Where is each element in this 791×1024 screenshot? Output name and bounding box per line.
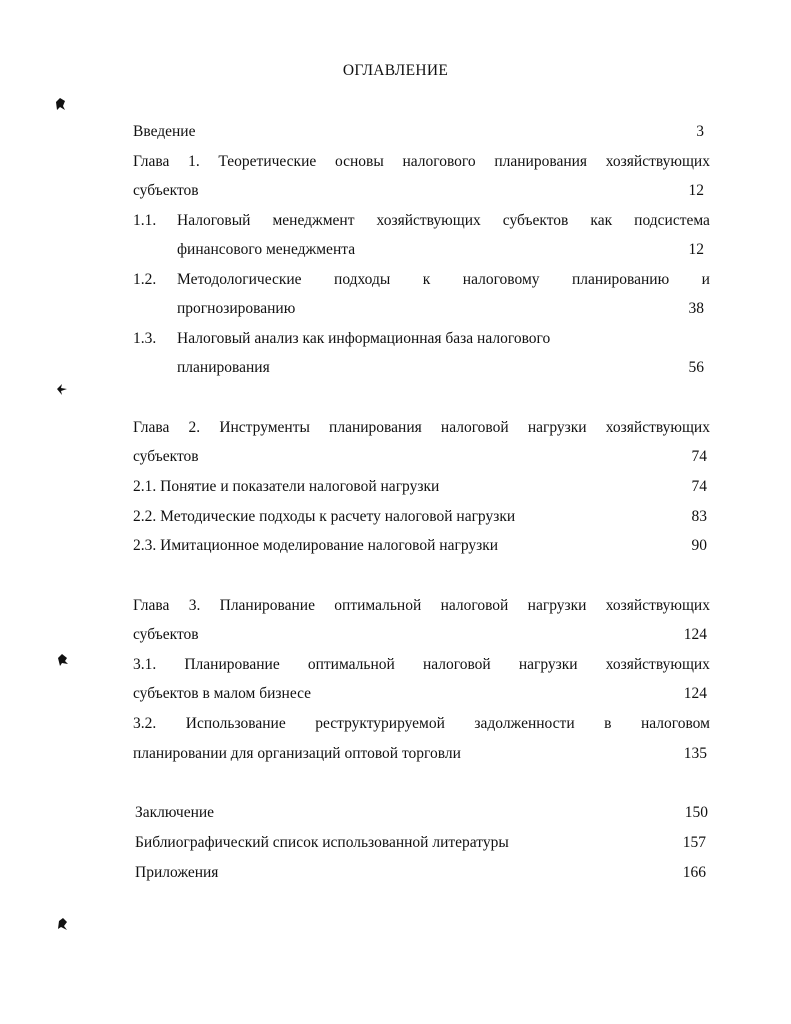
page-number: 74 [691, 478, 707, 495]
word: хозяйствующих [605, 656, 710, 673]
word: Глава [133, 153, 170, 170]
page-number: 56 [688, 359, 704, 376]
toc-entry-2-2 [133, 507, 710, 527]
entry-text: финансового менеджмента [177, 241, 356, 258]
word: хозяйствующих [605, 419, 710, 436]
word: нагрузки [527, 419, 587, 436]
page-number: 12 [688, 182, 704, 199]
toc-entry-chapter-1-cont [133, 181, 710, 201]
margin-mark-icon [57, 654, 68, 667]
page-number: 38 [688, 300, 704, 317]
page-title: ОГЛАВЛЕНИЕ [342, 62, 449, 79]
word: нагрузки [518, 656, 578, 673]
toc-entry-conclusion [135, 803, 708, 823]
entry-text: субъектов [133, 448, 199, 465]
word: налоговому [462, 271, 540, 288]
toc-entry-1-1 [177, 211, 710, 231]
word: налоговой [440, 419, 509, 436]
page-number: 83 [691, 508, 707, 525]
toc-entry-intro [133, 122, 710, 142]
word: 2. [188, 419, 201, 436]
word: налоговой [440, 597, 509, 614]
word: и [701, 271, 710, 288]
word: хозяйствующих [605, 153, 710, 170]
page-number: 124 [683, 685, 707, 702]
toc-entry-3-1-cont [133, 684, 710, 704]
toc-entry-1-3-cont [177, 358, 710, 378]
word: Глава [133, 419, 170, 436]
entry-text: Введение [133, 123, 196, 140]
page-number: 124 [683, 626, 707, 643]
section-number: 1.2. [133, 271, 157, 288]
entry-text: субъектов [133, 182, 199, 199]
entry-text: 2.2. Методические подходы к расчету налоговой нагрузки [133, 508, 516, 525]
entry-text: прогнозированию [177, 300, 296, 317]
margin-mark-icon [56, 383, 67, 396]
entry-text: Заключение [135, 804, 215, 821]
word: Планирование [184, 656, 280, 673]
word: Глава [133, 597, 170, 614]
toc-entry-appendices [135, 863, 708, 883]
word: налоговом [640, 715, 710, 732]
word: 3.1. [133, 656, 157, 673]
word: 3.2. [133, 715, 157, 732]
word: планирования [329, 419, 422, 436]
word: 1. [188, 153, 200, 170]
word: менеджмент [272, 212, 355, 229]
page-number: 157 [682, 834, 706, 851]
margin-mark-icon [57, 918, 68, 931]
page-number: 90 [691, 537, 707, 554]
entry-text: планировании для организаций оптовой торговли [133, 745, 461, 762]
entry-text: планирования [177, 359, 270, 376]
word: Инструменты [219, 419, 310, 436]
toc-entry-3-1 [133, 655, 710, 675]
word: оптимальной [307, 656, 395, 673]
word: налоговой [422, 656, 491, 673]
entry-text: Библиографический список использованной литературы [135, 834, 509, 851]
word: Планирование [219, 597, 315, 614]
toc-entry-2-1 [133, 477, 710, 497]
page-number: 166 [682, 864, 706, 881]
word: Теоретические [218, 153, 317, 170]
page-number: 12 [688, 241, 704, 258]
word: хозяйствующих [376, 212, 481, 229]
toc-entry-chapter-2 [133, 418, 710, 438]
toc-entry-3-2-cont [133, 744, 710, 764]
toc-entry-3-2 [133, 714, 710, 734]
word: планированию [572, 271, 670, 288]
entry-text: Приложения [135, 864, 219, 881]
word: подсистема [634, 212, 710, 229]
entry-text: Налоговый анализ как информационная база налогового [177, 330, 551, 347]
toc-entry-1-2 [177, 270, 710, 290]
toc-entry-chapter-3 [133, 596, 710, 616]
word: основы [334, 153, 384, 170]
toc-entry-1-2-cont [177, 299, 710, 319]
word: 3. [188, 597, 201, 614]
margin-mark-icon [55, 98, 66, 111]
page-number: 135 [683, 745, 707, 762]
word: к [422, 271, 431, 288]
word: хозяйствующих [605, 597, 710, 614]
word: как [590, 212, 613, 229]
section-number: 1.1. [133, 212, 157, 229]
section-number: 1.3. [133, 330, 157, 347]
word: Использование [185, 715, 286, 732]
word: планирования [494, 153, 588, 170]
word: задолженности [474, 715, 575, 732]
word: реструктурируемой [315, 715, 445, 732]
entry-text: субъектов в малом бизнесе [133, 685, 312, 702]
word: Налоговый [177, 212, 251, 229]
word: в [604, 715, 612, 732]
toc-entry-2-3 [133, 536, 710, 556]
toc-entry-chapter-1 [133, 152, 710, 172]
toc-entry-chapter-2-cont [133, 447, 710, 467]
word: налогового [402, 153, 476, 170]
toc-entry-1-3 [177, 329, 710, 349]
page-number: 3 [696, 123, 704, 140]
word: субъектов [502, 212, 569, 229]
entry-text: 2.3. Имитационное моделирование налоговой нагрузки [133, 537, 499, 554]
word: нагрузки [527, 597, 587, 614]
entry-text: субъектов [133, 626, 199, 643]
word: Методологические [177, 271, 302, 288]
word: подходы [334, 271, 391, 288]
toc-entry-bibliography [135, 833, 708, 853]
toc-entry-1-1-cont [177, 240, 710, 260]
toc-entry-chapter-3-cont [133, 625, 710, 645]
page-number: 74 [691, 448, 707, 465]
word: оптимальной [334, 597, 422, 614]
page-number: 150 [684, 804, 708, 821]
entry-text: 2.1. Понятие и показатели налоговой нагрузки [133, 478, 440, 495]
